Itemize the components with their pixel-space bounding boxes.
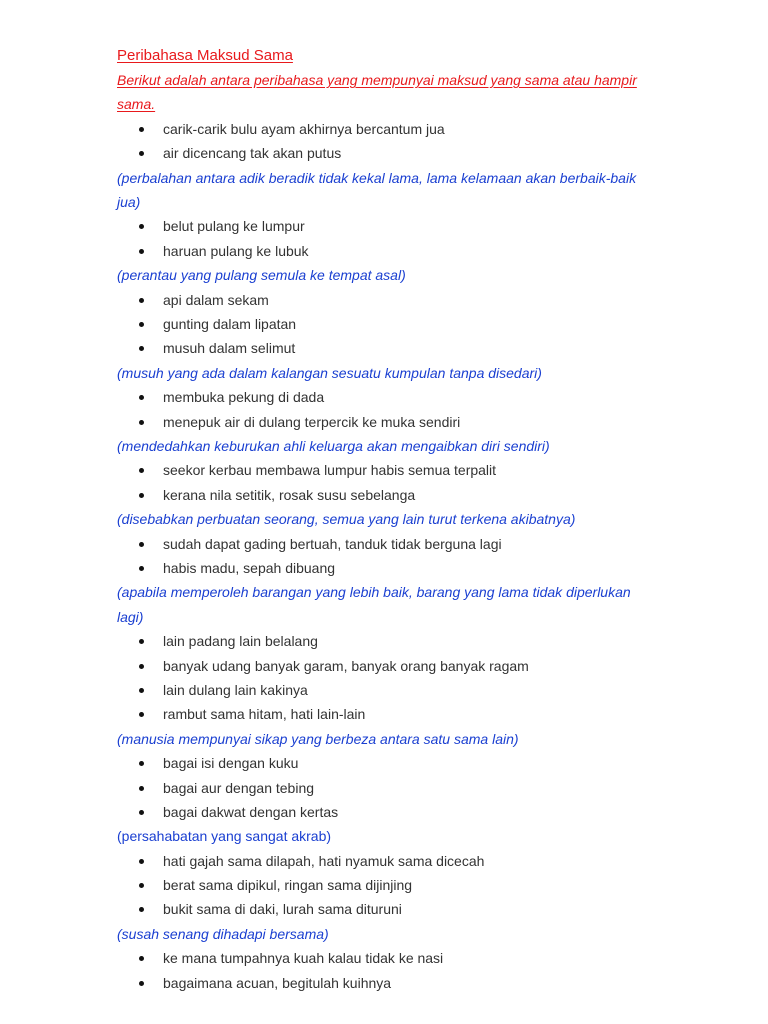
proverb-list <box>117 946 657 995</box>
proverb-item <box>117 385 657 409</box>
proverb-item <box>117 629 657 653</box>
proverb-meaning: (perbalahan antara adik beradik tidak kekal lama, lama kelamaan akan berbaik-baik jua) <box>117 169 637 210</box>
proverb-item <box>117 654 657 678</box>
proverb-item <box>117 556 657 580</box>
proverb-item <box>117 410 657 434</box>
proverb-meaning: (disebabkan perbuatan seorang, semua yang lain turut terkena akibatnya) <box>117 511 576 528</box>
proverb-text: air dicencang tak akan putus <box>163 145 342 162</box>
proverb-meaning: (manusia mempunyai sikap yang berbeza antara satu sama lain) <box>117 730 519 747</box>
proverb-meaning: (persahabatan yang sangat akrab) <box>117 828 332 845</box>
proverb-item <box>117 458 657 482</box>
proverb-item <box>117 751 657 775</box>
bullet-icon <box>139 712 144 717</box>
proverb-list <box>117 288 657 361</box>
proverb-text: belut pulang ke lumpur <box>163 218 305 235</box>
bullet-icon <box>139 761 144 766</box>
bullet-icon <box>139 664 144 669</box>
proverb-item <box>117 946 657 970</box>
bullet-icon <box>139 688 144 693</box>
proverb-meaning: (apabila memperoleh barangan yang lebih baik, barang yang lama tidak diperlukan lagi) <box>117 584 631 625</box>
proverb-text: kerana nila setitik, rosak susu sebelanga <box>163 486 416 503</box>
proverb-text: banyak udang banyak garam, banyak orang banyak ragam <box>163 657 529 674</box>
bullet-icon <box>139 981 144 986</box>
proverb-item <box>117 336 657 360</box>
bullet-icon <box>139 322 144 327</box>
bullet-icon <box>139 956 144 961</box>
proverb-text: menepuk air di dulang terpercik ke muka sendiri <box>163 413 461 430</box>
proverb-item <box>117 483 657 507</box>
document-page <box>117 44 657 995</box>
proverb-list <box>117 214 657 263</box>
proverb-text: bagaimana acuan, begitulah kuihnya <box>163 974 392 991</box>
bullet-icon <box>139 786 144 791</box>
proverb-text: bagai dakwat dengan kertas <box>163 803 339 820</box>
bullet-icon <box>139 395 144 400</box>
proverb-item <box>117 873 657 897</box>
proverb-item <box>117 288 657 312</box>
proverb-list <box>117 629 657 727</box>
proverb-text: lain padang lain belalang <box>163 633 318 650</box>
proverb-item <box>117 214 657 238</box>
bullet-icon <box>139 249 144 254</box>
proverb-item <box>117 776 657 800</box>
bullet-icon <box>139 639 144 644</box>
bullet-icon <box>139 859 144 864</box>
proverb-item <box>117 678 657 702</box>
proverb-meaning: (perantau yang pulang semula ke tempat asal) <box>117 267 406 284</box>
bullet-icon <box>139 298 144 303</box>
proverb-item <box>117 141 657 165</box>
proverb-list <box>117 117 657 166</box>
bullet-icon <box>139 151 144 156</box>
proverb-text: api dalam sekam <box>163 291 269 308</box>
proverb-text: lain dulang lain kakinya <box>163 681 308 698</box>
proverb-item <box>117 849 657 873</box>
proverb-text: rambut sama hitam, hati lain-lain <box>163 706 366 723</box>
proverb-item <box>117 800 657 824</box>
proverb-list <box>117 849 657 922</box>
bullet-icon <box>139 224 144 229</box>
bullet-icon <box>139 542 144 547</box>
proverb-item <box>117 702 657 726</box>
proverb-text: membuka pekung di dada <box>163 389 325 406</box>
proverb-list <box>117 751 657 824</box>
proverb-text: hati gajah sama dilapah, hati nyamuk sama dicecah <box>163 852 485 869</box>
bullet-icon <box>139 127 144 132</box>
proverb-text: bagai aur dengan tebing <box>163 779 315 796</box>
document-intro: Berikut adalah antara peribahasa yang mempunyai maksud yang sama atau hampir sama. <box>117 72 637 113</box>
proverb-text: seekor kerbau membawa lumpur habis semua terpalit <box>163 462 497 479</box>
proverb-text: bagai isi dengan kuku <box>163 755 299 772</box>
proverb-list <box>117 458 657 507</box>
proverb-text: habis madu, sepah dibuang <box>163 559 336 576</box>
bullet-icon <box>139 420 144 425</box>
bullet-icon <box>139 810 144 815</box>
document-title: Peribahasa Maksud Sama <box>117 47 293 64</box>
bullet-icon <box>139 907 144 912</box>
proverb-text: berat sama dipikul, ringan sama dijinjing <box>163 877 413 894</box>
proverb-list <box>117 385 657 434</box>
proverb-list <box>117 532 657 581</box>
proverb-text: gunting dalam lipatan <box>163 315 297 332</box>
proverb-item <box>117 239 657 263</box>
bullet-icon <box>139 566 144 571</box>
proverb-text: sudah dapat gading bertuah, tanduk tidak berguna lagi <box>163 535 502 552</box>
proverb-meaning: (musuh yang ada dalam kalangan sesuatu kumpulan tanpa disedari) <box>117 364 542 381</box>
bullet-icon <box>139 468 144 473</box>
proverb-text: bukit sama di daki, lurah sama dituruni <box>163 901 402 918</box>
proverb-text: musuh dalam selimut <box>163 340 296 357</box>
proverb-meaning: (mendedahkan keburukan ahli keluarga akan mengaibkan diri sendiri) <box>117 437 550 454</box>
proverb-item <box>117 532 657 556</box>
proverb-item <box>117 312 657 336</box>
proverb-meaning: (susah senang dihadapi bersama) <box>117 925 329 942</box>
bullet-icon <box>139 346 144 351</box>
proverb-item <box>117 117 657 141</box>
bullet-icon <box>139 883 144 888</box>
proverb-item <box>117 971 657 995</box>
proverb-text: haruan pulang ke lubuk <box>163 242 309 259</box>
proverb-text: ke mana tumpahnya kuah kalau tidak ke nasi <box>163 950 444 967</box>
proverb-text: carik-carik bulu ayam akhirnya bercantum jua <box>163 120 445 137</box>
bullet-icon <box>139 493 144 498</box>
proverb-item <box>117 897 657 921</box>
